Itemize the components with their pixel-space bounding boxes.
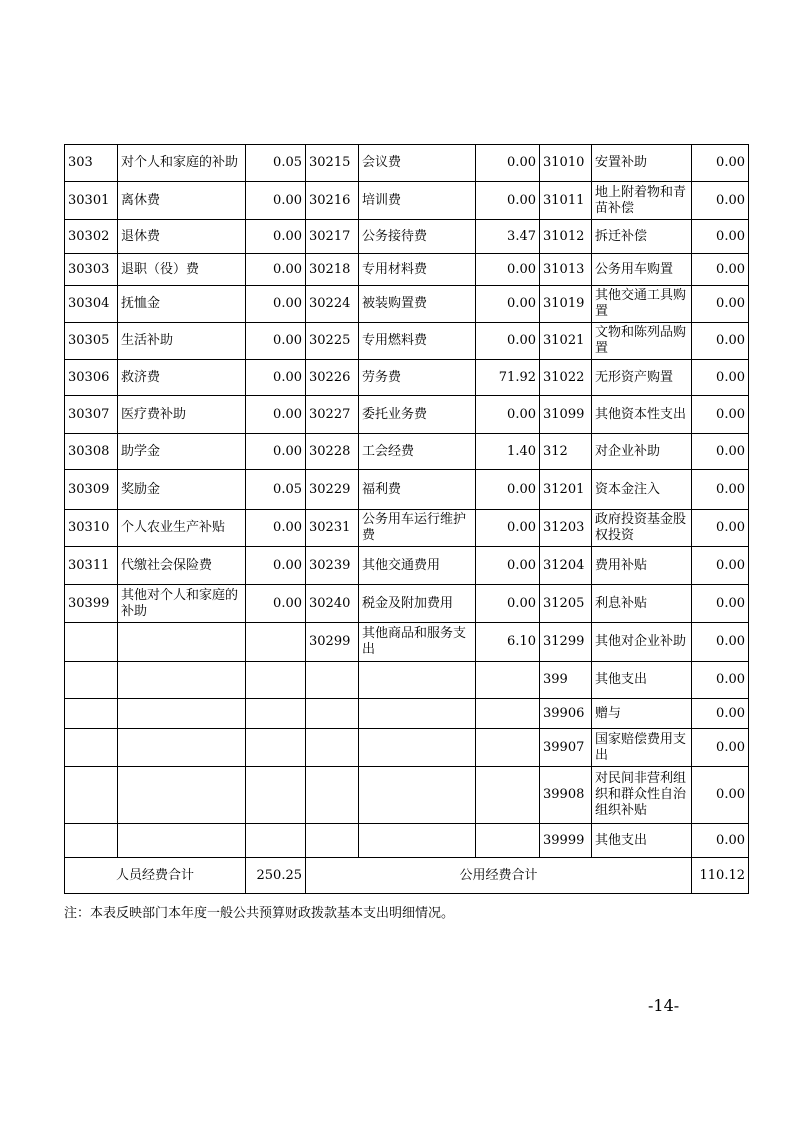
item-name: 费用补贴: [592, 547, 692, 585]
item-code: 30307: [65, 396, 118, 434]
item-amount: 0.00: [476, 470, 540, 510]
item-code: 30225: [306, 323, 359, 360]
item-code: 30228: [306, 434, 359, 470]
item-amount: [476, 729, 540, 767]
item-amount: 0.00: [246, 547, 306, 585]
item-name: 离休费: [118, 182, 246, 220]
item-code: 30227: [306, 396, 359, 434]
item-name: 助学金: [118, 434, 246, 470]
item-amount: 0.00: [246, 585, 306, 623]
table-row: [65, 510, 749, 547]
item-code: 31019: [540, 286, 592, 323]
item-code: 303: [65, 145, 118, 182]
item-name: [118, 699, 246, 729]
item-name: 奖励金: [118, 470, 246, 510]
item-code: 399: [540, 662, 592, 699]
item-code: [306, 662, 359, 699]
item-name: 文物和陈列品购置: [592, 323, 692, 360]
item-code: 312: [540, 434, 592, 470]
item-name: 被装购置费: [359, 286, 476, 323]
item-amount: 0.00: [246, 182, 306, 220]
item-code: 30303: [65, 254, 118, 286]
item-code: 30226: [306, 360, 359, 396]
item-name: 退休费: [118, 220, 246, 254]
table-row: [65, 220, 749, 254]
table-row: [65, 824, 749, 858]
item-code: 31012: [540, 220, 592, 254]
item-code: 30306: [65, 360, 118, 396]
item-code: 39907: [540, 729, 592, 767]
item-amount: 0.00: [476, 396, 540, 434]
item-code: 31013: [540, 254, 592, 286]
item-code: 31299: [540, 623, 592, 662]
item-amount: [476, 824, 540, 858]
table-row: [65, 182, 749, 220]
item-name: 其他资本性支出: [592, 396, 692, 434]
item-name: 地上附着物和青苗补偿: [592, 182, 692, 220]
item-amount: 1.40: [476, 434, 540, 470]
item-code: 30231: [306, 510, 359, 547]
item-code: 30310: [65, 510, 118, 547]
item-code: [306, 729, 359, 767]
table-row: [65, 547, 749, 585]
item-code: 30305: [65, 323, 118, 360]
item-amount: 6.10: [476, 623, 540, 662]
table-row: [65, 323, 749, 360]
item-amount: [476, 662, 540, 699]
item-name: [359, 824, 476, 858]
item-code: [65, 824, 118, 858]
item-name: 代缴社会保险费: [118, 547, 246, 585]
item-name: 赠与: [592, 699, 692, 729]
item-amount: [476, 699, 540, 729]
item-name: 救济费: [118, 360, 246, 396]
item-name: [359, 699, 476, 729]
item-amount: 0.00: [476, 145, 540, 182]
item-name: 劳务费: [359, 360, 476, 396]
item-code: [65, 623, 118, 662]
item-name: 对民间非营利组织和群众性自治组织补贴: [592, 767, 692, 824]
table-row: [65, 729, 749, 767]
item-amount: 0.00: [246, 323, 306, 360]
item-amount: 0.00: [692, 286, 749, 323]
item-name: [359, 662, 476, 699]
item-code: 31201: [540, 470, 592, 510]
item-name: [118, 623, 246, 662]
item-name: 专用燃料费: [359, 323, 476, 360]
item-name: 退职（役）费: [118, 254, 246, 286]
item-amount: 0.00: [692, 767, 749, 824]
item-code: 39999: [540, 824, 592, 858]
item-name: 工会经费: [359, 434, 476, 470]
item-amount: 0.00: [246, 360, 306, 396]
table-row: [65, 434, 749, 470]
item-name: 委托业务费: [359, 396, 476, 434]
item-code: [306, 824, 359, 858]
item-amount: 0.00: [246, 254, 306, 286]
item-code: [306, 767, 359, 824]
item-name: 医疗费补助: [118, 396, 246, 434]
item-code: 30240: [306, 585, 359, 623]
item-amount: 0.00: [476, 323, 540, 360]
totals-row: [65, 858, 749, 894]
item-code: 39906: [540, 699, 592, 729]
item-amount: [246, 824, 306, 858]
item-name: 培训费: [359, 182, 476, 220]
item-name: 其他交通费用: [359, 547, 476, 585]
item-amount: 0.00: [476, 182, 540, 220]
table-row: [65, 662, 749, 699]
item-code: 31203: [540, 510, 592, 547]
item-amount: 0.00: [692, 254, 749, 286]
item-name: 专用材料费: [359, 254, 476, 286]
item-code: [65, 767, 118, 824]
table-row: [65, 286, 749, 323]
item-code: [65, 699, 118, 729]
item-amount: 0.00: [476, 585, 540, 623]
table-note: 注：本表反映部门本年度一般公共预算财政拨款基本支出明细情况。: [64, 906, 455, 921]
item-name: 拆迁补偿: [592, 220, 692, 254]
item-amount: 0.00: [246, 434, 306, 470]
item-code: 30309: [65, 470, 118, 510]
item-code: 31011: [540, 182, 592, 220]
item-amount: 0.00: [692, 623, 749, 662]
item-name: 个人农业生产补贴: [118, 510, 246, 547]
item-code: 31022: [540, 360, 592, 396]
item-amount: 0.00: [246, 286, 306, 323]
item-name: [359, 729, 476, 767]
item-code: 30229: [306, 470, 359, 510]
item-code: 30215: [306, 145, 359, 182]
item-name: 会议费: [359, 145, 476, 182]
item-name: [359, 767, 476, 824]
item-amount: 0.00: [692, 547, 749, 585]
item-amount: 0.00: [692, 182, 749, 220]
item-name: [118, 729, 246, 767]
item-code: 30218: [306, 254, 359, 286]
item-name: 抚恤金: [118, 286, 246, 323]
item-amount: 0.00: [476, 547, 540, 585]
table-row: [65, 145, 749, 182]
item-amount: 0.00: [692, 662, 749, 699]
item-name: 国家赔偿费用支出: [592, 729, 692, 767]
table-body: [65, 145, 749, 858]
item-code: 39908: [540, 767, 592, 824]
item-code: 31205: [540, 585, 592, 623]
item-name: 其他商品和服务支出: [359, 623, 476, 662]
item-code: 30239: [306, 547, 359, 585]
item-amount: [476, 767, 540, 824]
item-code: 30311: [65, 547, 118, 585]
item-code: 30224: [306, 286, 359, 323]
item-amount: 0.00: [476, 510, 540, 547]
table-row: [65, 360, 749, 396]
item-amount: 71.92: [476, 360, 540, 396]
item-amount: 0.05: [246, 470, 306, 510]
item-code: [65, 729, 118, 767]
item-name: [118, 824, 246, 858]
item-code: 31021: [540, 323, 592, 360]
item-name: 利息补贴: [592, 585, 692, 623]
item-name: 其他交通工具购置: [592, 286, 692, 323]
item-amount: 0.00: [692, 434, 749, 470]
item-name: 公务用车运行维护费: [359, 510, 476, 547]
item-name: 对个人和家庭的补助: [118, 145, 246, 182]
item-name: 资本金注入: [592, 470, 692, 510]
item-amount: 3.47: [476, 220, 540, 254]
item-amount: 0.00: [692, 510, 749, 547]
item-amount: 0.00: [692, 470, 749, 510]
item-name: 公务用车购置: [592, 254, 692, 286]
item-amount: 0.00: [692, 699, 749, 729]
item-amount: [246, 767, 306, 824]
item-amount: 0.00: [246, 396, 306, 434]
item-amount: 0.00: [692, 729, 749, 767]
item-name: 其他对个人和家庭的补助: [118, 585, 246, 623]
item-amount: 0.00: [476, 254, 540, 286]
page-number: -14-: [648, 996, 680, 1015]
item-code: 30399: [65, 585, 118, 623]
table-row: [65, 623, 749, 662]
item-name: 公务接待费: [359, 220, 476, 254]
item-name: 政府投资基金股权投资: [592, 510, 692, 547]
item-name: 其他支出: [592, 662, 692, 699]
expenditure-table: [64, 144, 749, 894]
item-code: 30217: [306, 220, 359, 254]
item-amount: 0.00: [692, 323, 749, 360]
item-name: 其他支出: [592, 824, 692, 858]
item-code: 30304: [65, 286, 118, 323]
table-row: [65, 254, 749, 286]
item-name: 安置补助: [592, 145, 692, 182]
item-code: [65, 662, 118, 699]
item-code: 30301: [65, 182, 118, 220]
item-name: 对企业补助: [592, 434, 692, 470]
item-code: 31099: [540, 396, 592, 434]
item-name: 无形资产购置: [592, 360, 692, 396]
item-code: 30216: [306, 182, 359, 220]
item-amount: [246, 699, 306, 729]
item-amount: [246, 623, 306, 662]
item-name: 福利费: [359, 470, 476, 510]
item-code: 30299: [306, 623, 359, 662]
table-row: [65, 396, 749, 434]
item-name: [118, 767, 246, 824]
personnel-total-label: 人员经费合计: [65, 858, 246, 894]
personnel-total-value: 250.25: [246, 858, 306, 894]
item-amount: 0.00: [476, 286, 540, 323]
item-code: 31204: [540, 547, 592, 585]
table-row: [65, 699, 749, 729]
item-amount: 0.05: [246, 145, 306, 182]
public-total-label: 公用经费合计: [306, 858, 692, 894]
item-name: 其他对企业补助: [592, 623, 692, 662]
item-amount: [246, 729, 306, 767]
table-row: [65, 767, 749, 824]
item-amount: 0.00: [692, 145, 749, 182]
item-amount: [246, 662, 306, 699]
item-amount: 0.00: [692, 220, 749, 254]
item-amount: 0.00: [692, 585, 749, 623]
item-amount: 0.00: [246, 510, 306, 547]
item-code: 30302: [65, 220, 118, 254]
item-name: 生活补助: [118, 323, 246, 360]
item-amount: 0.00: [692, 360, 749, 396]
item-name: 税金及附加费用: [359, 585, 476, 623]
table-row: [65, 585, 749, 623]
item-code: 30308: [65, 434, 118, 470]
item-amount: 0.00: [692, 824, 749, 858]
table-row: [65, 470, 749, 510]
item-code: 31010: [540, 145, 592, 182]
item-code: [306, 699, 359, 729]
item-amount: 0.00: [692, 396, 749, 434]
public-total-value: 110.12: [692, 858, 749, 894]
item-amount: 0.00: [246, 220, 306, 254]
item-name: [118, 662, 246, 699]
